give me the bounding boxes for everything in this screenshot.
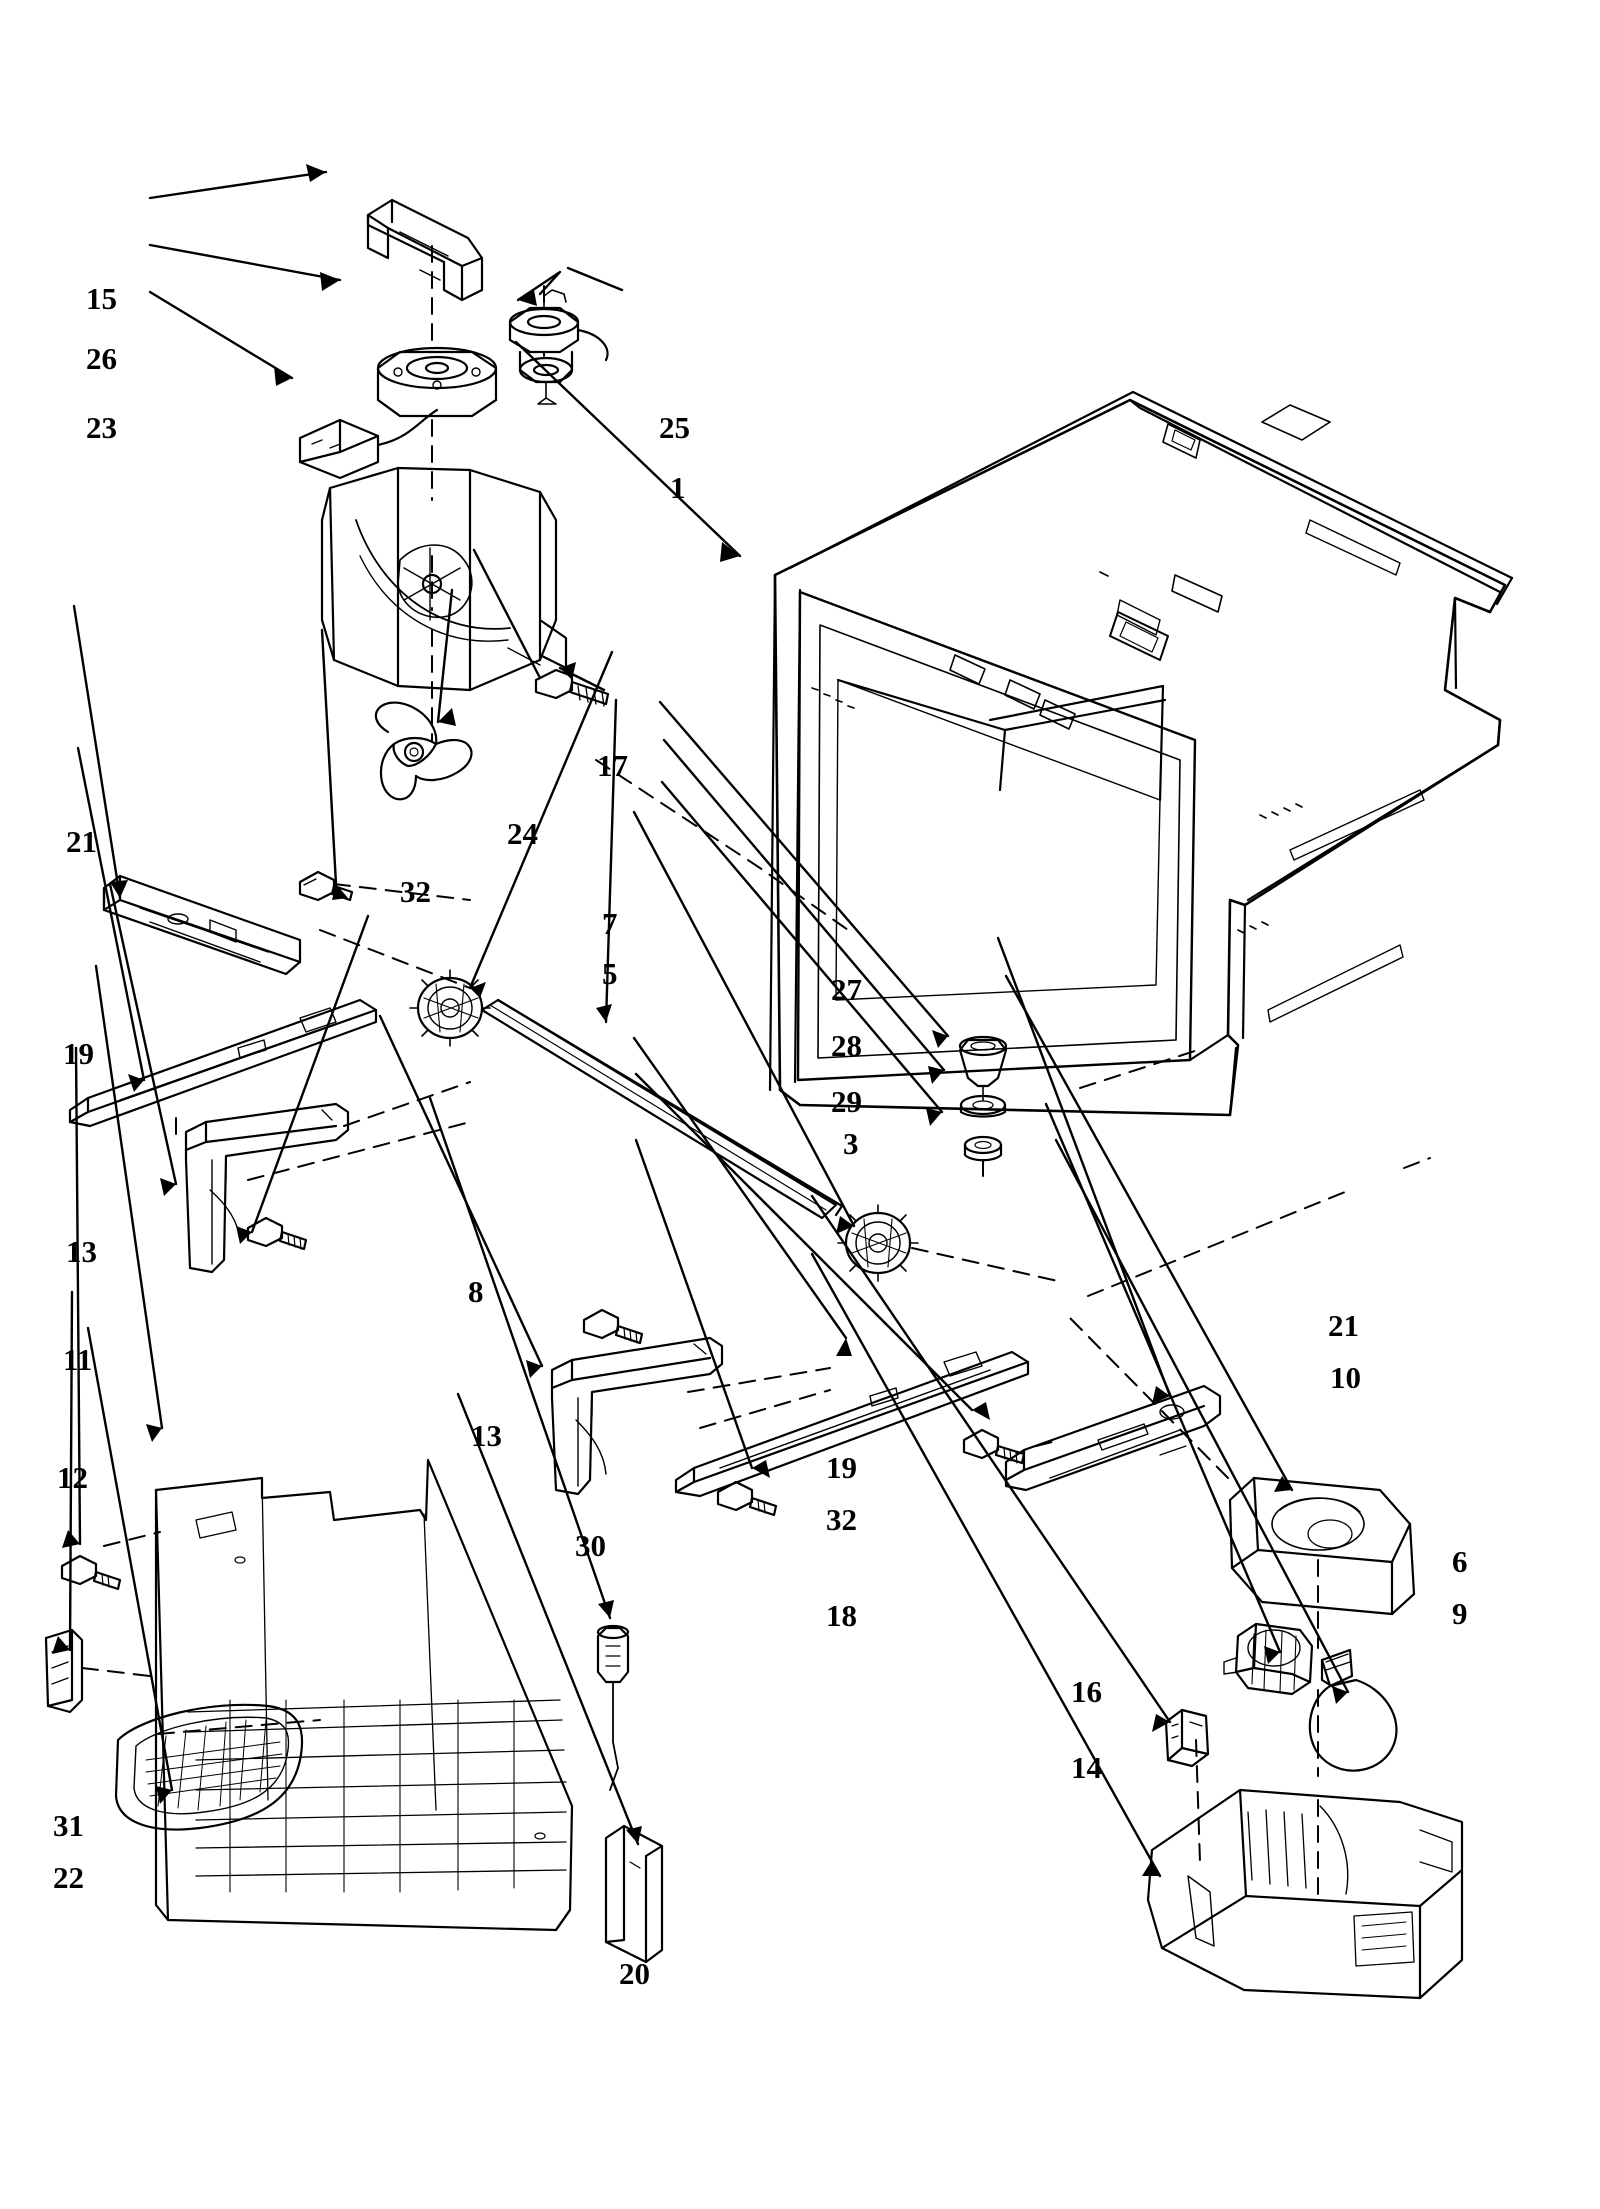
callout-23: 23 (86, 410, 117, 445)
callout-21-lower: 21 (1328, 1308, 1359, 1343)
callout-9: 9 (1452, 1596, 1468, 1631)
callout-13-upper: 13 (66, 1234, 97, 1269)
part-31-clip (46, 1630, 82, 1712)
callout-8: 8 (468, 1274, 484, 1309)
part-27-grommet (960, 1037, 1006, 1100)
part-11-back-panel (156, 1460, 572, 1930)
callout-32-upper: 32 (400, 874, 431, 909)
callout-21-upper: 21 (66, 824, 97, 859)
callout-27: 27 (831, 972, 862, 1007)
part-10-light-lens (1230, 1478, 1414, 1614)
callout-13-lower: 13 (471, 1418, 502, 1453)
callout-11: 11 (63, 1342, 93, 1377)
callout-29: 29 (831, 1084, 862, 1119)
callout-17: 17 (597, 748, 628, 783)
freezer-liner-body (770, 392, 1512, 1119)
part-15-bracket (368, 200, 482, 300)
callout-20: 20 (619, 1956, 650, 1991)
part-29-plug (965, 1137, 1001, 1160)
part-24-fan-blade (376, 703, 472, 800)
part-18-screw (718, 1482, 776, 1515)
callout-25: 25 (659, 410, 690, 445)
callout-19-lower: 19 (826, 1450, 857, 1485)
part-26-fan-motor (300, 348, 496, 478)
callout-26: 26 (86, 341, 117, 376)
callout-7: 7 (602, 906, 618, 941)
callout-15: 15 (86, 281, 117, 316)
callout-1: 1 (670, 470, 686, 505)
part-32-screw-lower (964, 1430, 1024, 1463)
callout-16: 16 (1071, 1674, 1102, 1709)
part-14-light-housing (1148, 1790, 1462, 1998)
callout-24: 24 (507, 816, 538, 851)
part-8-screw-b (584, 1310, 642, 1343)
callout-12: 12 (57, 1460, 88, 1495)
callout-6: 6 (1452, 1544, 1468, 1579)
part-25-motor-assembly (510, 290, 608, 404)
callout-19-upper: 19 (63, 1036, 94, 1071)
callout-5: 5 (602, 956, 618, 991)
callout-3: 3 (843, 1126, 859, 1161)
callout-10: 10 (1330, 1360, 1361, 1395)
part-21-slide-rail-upper (104, 876, 300, 974)
callout-14: 14 (1071, 1750, 1102, 1785)
part-13-bracket-lower (552, 1338, 722, 1494)
callout-32-lower: 32 (826, 1502, 857, 1537)
callout-22: 22 (53, 1860, 84, 1895)
part-30-sensor (598, 1626, 628, 1790)
part-7-gear (410, 970, 490, 1046)
callout-30: 30 (575, 1528, 606, 1563)
callout-31: 31 (53, 1808, 84, 1843)
part-9-bulb (1310, 1650, 1397, 1771)
callout-18: 18 (826, 1598, 857, 1633)
part-5-shaft (482, 1000, 842, 1218)
callout-28: 28 (831, 1028, 862, 1063)
part-16-switch (1166, 1710, 1208, 1766)
part-20-trim-strip (606, 1826, 662, 1962)
